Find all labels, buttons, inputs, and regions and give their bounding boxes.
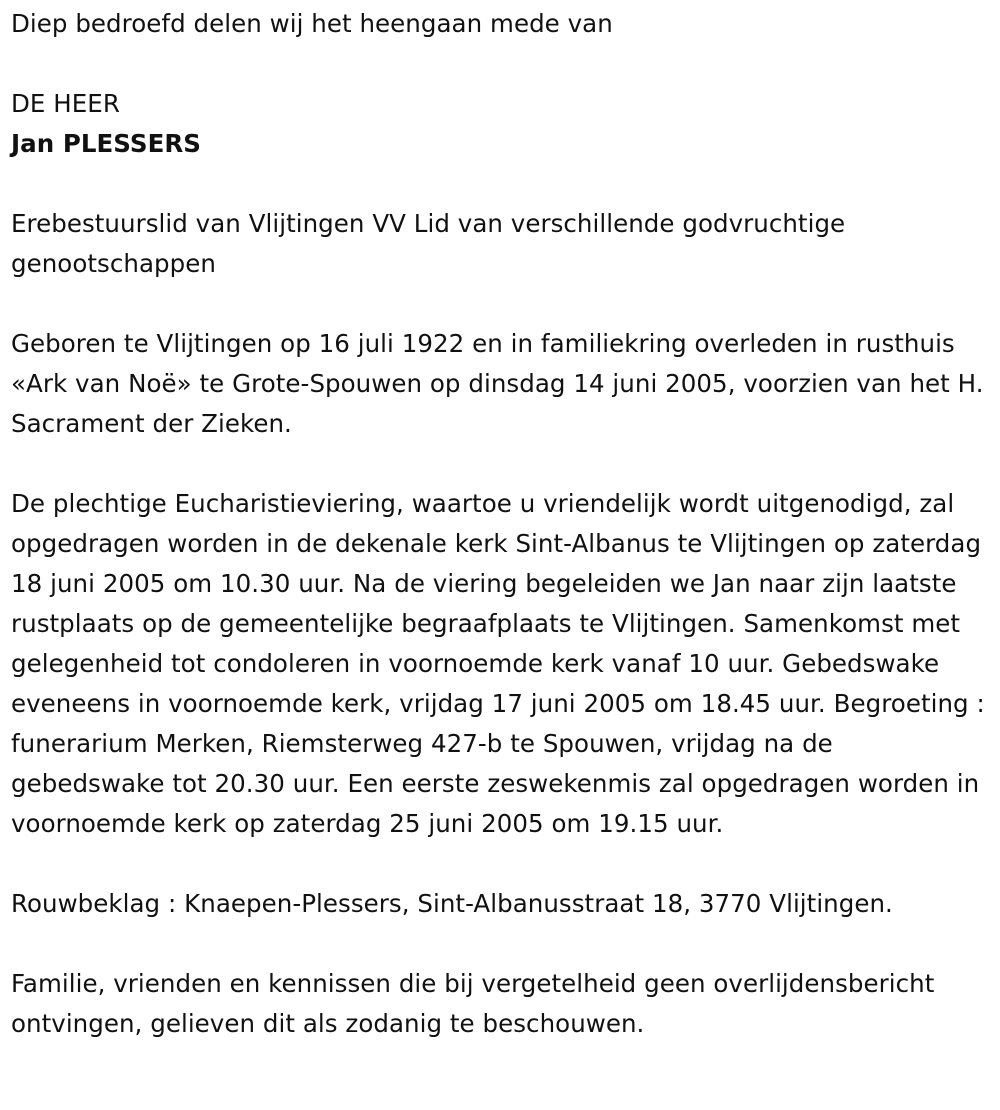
closing-text: Familie, vrienden en kennissen die bij vergetelheid geen overlijdensbericht ontvingen, gelieven dit als zodanig te beschouwen.	[11, 969, 935, 1038]
spacer	[11, 844, 991, 884]
deceased-name: Jan PLESSERS	[11, 129, 201, 158]
intro-text: Diep bedroefd delen wij het heengaan mede van	[11, 9, 613, 38]
spacer	[11, 284, 991, 324]
obituary-notice	[11, 4, 991, 1044]
spacer	[11, 164, 991, 204]
honorific: DE HEER	[11, 89, 120, 118]
spacer	[11, 924, 991, 964]
titles-text: Erebestuurslid van Vlijtingen VV Lid van verschillende godvruchtige genootschappen	[11, 209, 846, 278]
spacer	[11, 44, 991, 84]
ceremony-text: De plechtige Eucharistieviering, waartoe u vriendelijk wordt uitgenodigd, zal opgedragen worden in de dekenale kerk Sint-Albanus te Vlijtingen op zaterdag 18 juni 2005 om 10.30 uur. Na de viering begeleiden we Jan naar zijn laatste rustplaats op de gemeentelijke begraafplaats te Vlijtingen. Samenkomst met gelegenheid tot condoleren in voornoemde kerk vanaf 10 uur. Gebedswake eveneens in voornoemde kerk, vrijdag 17 juni 2005 om 18.45 uur. Begroeting : funerarium Merken, Riemsterweg 427-b te Spouwen, vrijdag na de gebedswake tot 20.30 uur. Een eerste zeswekenmis zal opgedragen worden in voornoemde kerk op zaterdag 25 juni 2005 om 19.15 uur.	[11, 489, 985, 838]
birth-death-text: Geboren te Vlijtingen op 16 juli 1922 en in familiekring overleden in rusthuis «Ark van Noë» te Grote-Spouwen op dinsdag 14 juni 2005, voorzien van het H. Sacrament der Zieken.	[11, 329, 984, 438]
spacer	[11, 444, 991, 484]
mourning-address-text: Rouwbeklag : Knaepen-Plessers, Sint-Albanusstraat 18, 3770 Vlijtingen.	[11, 889, 893, 918]
